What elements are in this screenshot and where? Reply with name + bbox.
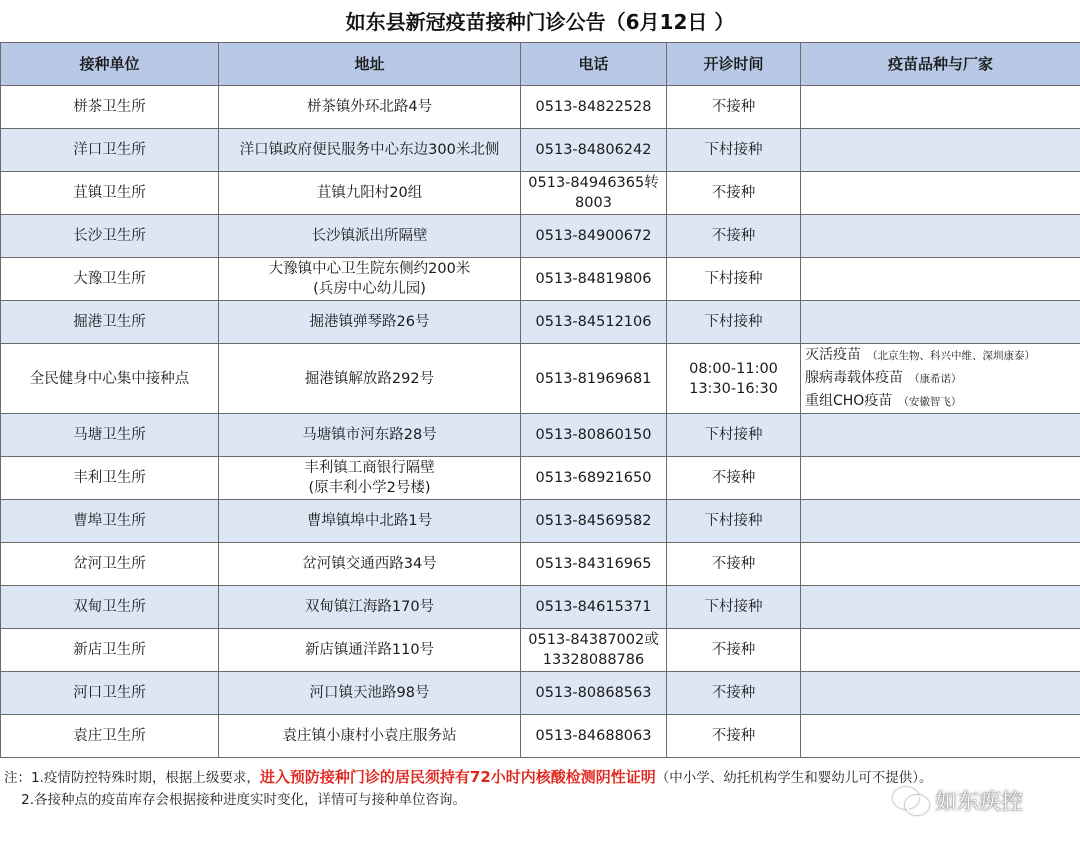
cell-hours (667, 543, 801, 586)
cell-phone-line: 8003 (575, 195, 612, 211)
watermark-text: 如东疾控 (935, 789, 1024, 815)
cell-address (219, 629, 521, 672)
cell-unit: 岔河卫生所 (1, 543, 219, 586)
note-1-suffix: （中小学、幼托机构学生和婴幼儿可不提供）。 (655, 770, 933, 786)
cell-address (219, 258, 521, 301)
vaccine-maker: （北京生物、科兴中维、深圳康泰） (867, 350, 1035, 362)
cell-phone-line: 0513-84819806 (535, 271, 652, 287)
vaccine-name: 重组CHO疫苗 (805, 393, 893, 409)
cell-unit: 曹埠卫生所 (1, 500, 219, 543)
cell-hours (667, 344, 801, 414)
cell-address (219, 500, 521, 543)
page-title: 如东县新冠疫苗接种门诊公告（6月12日 ） (345, 10, 735, 34)
cell-address (219, 414, 521, 457)
note-1-highlight: 进入预防接种门诊的居民须持有72小时内核酸检测阴性证明 (259, 768, 656, 786)
vaccine-name: 腺病毒载体疫苗 (805, 370, 903, 386)
cell-hours (667, 301, 801, 344)
cell-hours-line: 下村接种 (704, 427, 763, 443)
cell-hours (667, 672, 801, 715)
cell-unit: 新店卫生所 (1, 629, 219, 672)
header-phone: 电话 (521, 43, 667, 86)
cell-phone-line: 0513-84806242 (535, 142, 652, 158)
cell-address-line: 河口镇天池路98号 (309, 685, 430, 701)
cell-address (219, 86, 521, 129)
table-row (1, 414, 1080, 457)
cell-hours (667, 414, 801, 457)
cell-hours (667, 129, 801, 172)
cell-phone-line: 0513-84316965 (535, 556, 652, 572)
cell-address-line: 丰利镇工商银行隔壁 (304, 460, 435, 476)
cell-vaccine-empty (801, 129, 1080, 172)
cell-hours-line: 下村接种 (704, 142, 763, 158)
cell-phone-line: 0513-81969681 (535, 370, 652, 387)
cell-vaccine-empty (801, 629, 1080, 672)
wechat-icon (893, 785, 927, 815)
cell-phone (521, 500, 667, 543)
cell-address (219, 543, 521, 586)
cell-phone (521, 172, 667, 215)
table-row (1, 457, 1080, 500)
cell-phone-line: 0513-84900672 (535, 228, 652, 244)
cell-phone-line: 13328088786 (542, 652, 645, 668)
vaccine-item (805, 390, 1076, 413)
cell-address-line: 苴镇九阳村20组 (316, 185, 423, 201)
cell-hours (667, 457, 801, 500)
cell-hours-line: 不接种 (711, 642, 756, 658)
table-row (1, 715, 1080, 758)
cell-unit: 全民健身中心集中接种点 (1, 344, 219, 414)
table-row (1, 258, 1080, 301)
table-row (1, 586, 1080, 629)
cell-hours (667, 86, 801, 129)
table-header-row (1, 43, 1080, 86)
table-row (1, 672, 1080, 715)
cell-unit: 洋口卫生所 (1, 129, 219, 172)
cell-hours (667, 629, 801, 672)
cell-phone-line: 0513-84387002或 (528, 632, 659, 648)
cell-phone (521, 414, 667, 457)
cell-address (219, 457, 521, 500)
cell-hours (667, 172, 801, 215)
cell-vaccine-empty (801, 715, 1080, 758)
cell-phone (521, 86, 667, 129)
cell-hours-line: 不接种 (711, 99, 756, 115)
cell-hours (667, 215, 801, 258)
table-row (1, 629, 1080, 672)
cell-unit: 袁庄卫生所 (1, 715, 219, 758)
vaccine-name: 灭活疫苗 (805, 347, 861, 363)
cell-hours (667, 258, 801, 301)
cell-phone (521, 457, 667, 500)
cell-phone-line: 0513-68921650 (535, 470, 652, 486)
cell-address (219, 586, 521, 629)
cell-phone-line: 0513-84569582 (535, 513, 652, 529)
cell-hours-line: 下村接种 (704, 314, 763, 330)
cell-hours-line: 不接种 (711, 556, 756, 572)
vaccine-maker: （康希诺） (909, 373, 962, 385)
cell-hours-line: 下村接种 (704, 513, 763, 529)
cell-address-line: 掘港镇解放路292号 (304, 370, 435, 387)
cell-hours-line: 不接种 (711, 470, 756, 486)
cell-hours-line: 下村接种 (704, 271, 763, 287)
cell-vaccine-empty (801, 86, 1080, 129)
cell-phone (521, 543, 667, 586)
cell-unit: 掘港卫生所 (1, 301, 219, 344)
table-row (1, 172, 1080, 215)
header-hours: 开诊时间 (667, 43, 801, 86)
vaccine-item (805, 367, 1076, 390)
cell-address (219, 129, 521, 172)
cell-address-line: 曹埠镇埠中北路1号 (306, 513, 433, 529)
cell-address-line: 洋口镇政府便民服务中心东边300米北侧 (239, 142, 500, 158)
cell-vaccine-empty (801, 172, 1080, 215)
table-row (1, 543, 1080, 586)
cell-address-line: 长沙镇派出所隔壁 (311, 228, 428, 244)
cell-vaccine-list (801, 344, 1080, 414)
cell-phone-line: 0513-84688063 (535, 728, 652, 744)
cell-address-line: 岔河镇交通西路34号 (302, 556, 437, 572)
cell-address (219, 344, 521, 414)
cell-address (219, 672, 521, 715)
cell-address-line: (兵房中心幼儿园) (313, 281, 426, 297)
cell-phone-line: 0513-84512106 (535, 314, 652, 330)
cell-address-line: (原丰利小学2号楼) (308, 480, 431, 496)
cell-vaccine-empty (801, 500, 1080, 543)
cell-hours-line: 不接种 (711, 685, 756, 701)
cell-phone (521, 215, 667, 258)
cell-hours-line: 13:30-16:30 (689, 380, 778, 397)
cell-phone-line: 0513-84615371 (535, 599, 652, 615)
vaccination-schedule-table (0, 42, 1080, 758)
cell-vaccine-empty (801, 215, 1080, 258)
cell-address-line: 双甸镇江海路170号 (304, 599, 435, 615)
table-row (1, 500, 1080, 543)
table-row (1, 215, 1080, 258)
header-unit: 接种单位 (1, 43, 219, 86)
cell-hours (667, 500, 801, 543)
cell-vaccine-empty (801, 258, 1080, 301)
cell-vaccine-empty (801, 457, 1080, 500)
cell-address-line: 马塘镇市河东路28号 (302, 427, 437, 443)
cell-hours-line: 下村接种 (704, 599, 763, 615)
cell-hours (667, 586, 801, 629)
cell-phone (521, 715, 667, 758)
cell-phone (521, 344, 667, 414)
note-1-prefix: 注：1.疫情防控特殊时期，根据上级要求， (4, 770, 260, 786)
cell-address (219, 715, 521, 758)
cell-phone-line: 0513-84946365转 (528, 175, 659, 191)
cell-phone (521, 672, 667, 715)
cell-unit: 苴镇卫生所 (1, 172, 219, 215)
header-address: 地址 (219, 43, 521, 86)
cell-vaccine-empty (801, 586, 1080, 629)
cell-hours-line: 不接种 (711, 185, 756, 201)
cell-address-line: 大豫镇中心卫生院东侧约200米 (268, 261, 471, 277)
cell-unit: 栟茶卫生所 (1, 86, 219, 129)
table-row (1, 344, 1080, 414)
cell-unit: 丰利卫生所 (1, 457, 219, 500)
cell-phone (521, 258, 667, 301)
cell-address-line: 新店镇通洋路110号 (304, 642, 435, 658)
table-row (1, 86, 1080, 129)
cell-phone-line: 0513-84822528 (535, 99, 652, 115)
cell-unit: 马塘卫生所 (1, 414, 219, 457)
table-row (1, 301, 1080, 344)
cell-address (219, 301, 521, 344)
cell-hours (667, 715, 801, 758)
cell-phone (521, 586, 667, 629)
cell-unit: 大豫卫生所 (1, 258, 219, 301)
cell-phone-line: 0513-80868563 (535, 685, 652, 701)
cell-address-line: 掘港镇弹琴路26号 (309, 314, 430, 330)
cell-unit: 长沙卫生所 (1, 215, 219, 258)
cell-vaccine-empty (801, 301, 1080, 344)
header-vaccine: 疫苗品种与厂家 (801, 43, 1080, 86)
cell-vaccine-empty (801, 543, 1080, 586)
table-row (1, 129, 1080, 172)
cell-hours-line: 不接种 (711, 228, 756, 244)
cell-phone (521, 301, 667, 344)
cell-phone (521, 629, 667, 672)
cell-hours-line: 08:00-11:00 (689, 360, 778, 377)
cell-vaccine-empty (801, 672, 1080, 715)
cell-unit: 双甸卫生所 (1, 586, 219, 629)
cell-phone-line: 0513-80860150 (535, 427, 652, 443)
vaccine-item (805, 344, 1076, 367)
vaccine-maker: （安徽智飞） (898, 396, 962, 408)
cell-unit: 河口卫生所 (1, 672, 219, 715)
note-line-2: 2.各接种点的疫苗库存会根据接种进度实时变化，详情可与接种单位咨询。 (4, 792, 467, 808)
cell-address-line: 栟茶镇外环北路4号 (306, 99, 433, 115)
cell-address (219, 172, 521, 215)
cell-address-line: 袁庄镇小康村小袁庄服务站 (282, 728, 457, 744)
cell-vaccine-empty (801, 414, 1080, 457)
cell-phone (521, 129, 667, 172)
watermark (893, 782, 1023, 818)
cell-address (219, 215, 521, 258)
cell-hours-line: 不接种 (711, 728, 756, 744)
